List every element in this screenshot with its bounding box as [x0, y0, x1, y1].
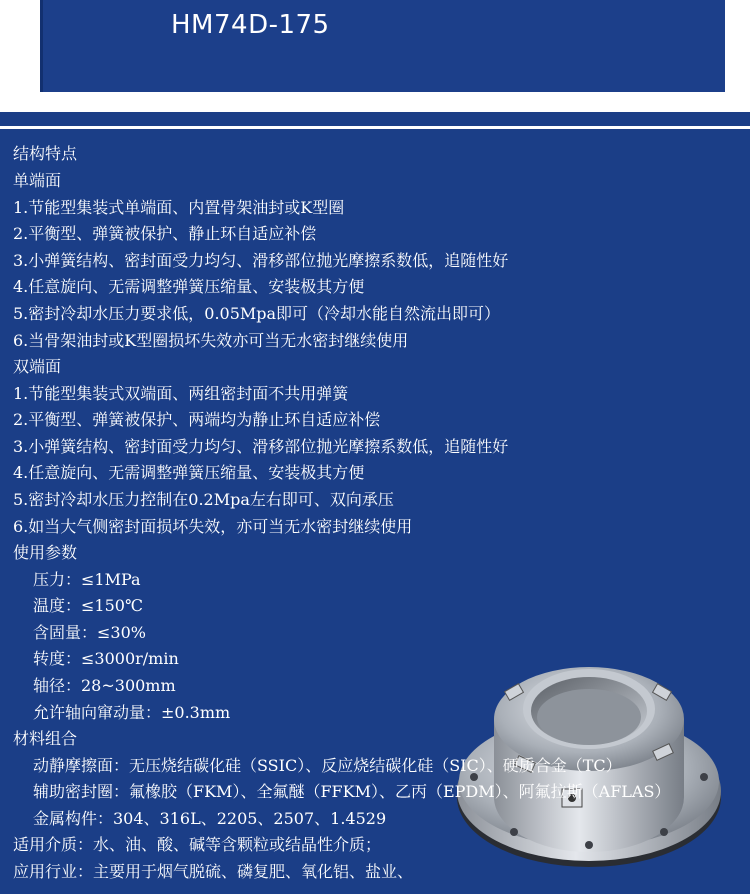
title-panel	[40, 0, 725, 92]
material-faces: 动静摩擦面：无压烧结碳化硅（SSIC）、反应烧结碳化硅（SIC）、硬质合金（TC）	[33, 756, 622, 775]
double-item-5: 5.密封冷却水压力控制在0.2Mpa左右即可、双向承压	[13, 490, 394, 509]
param-temperature: 温度：≤150℃	[33, 596, 143, 615]
divider-band	[0, 112, 750, 126]
single-face-heading: 单端面	[13, 171, 62, 190]
single-item-1: 1.节能型集装式单端面、内置骨架油封或K型圈	[13, 198, 345, 217]
header-band	[0, 0, 750, 112]
param-speed: 转度：≤3000r/min	[33, 649, 179, 668]
spec-content	[0, 129, 750, 894]
double-face-heading: 双端面	[13, 357, 62, 376]
product-title: HM74D-175	[171, 10, 330, 40]
material-seals: 辅助密封圈：氟橡胶（FKM）、全氟醚（FFKM）、乙丙（EPDM）、阿氟拉斯（AFLAS）	[33, 782, 671, 801]
single-item-6: 6.当骨架油封或K型圈损坏失效亦可当无水密封继续使用	[13, 331, 409, 350]
single-item-3: 3.小弹簧结构、密封面受力均匀、滑移部位抛光摩擦系数低，追随性好	[13, 251, 509, 270]
param-shaft: 轴径：28~300mm	[33, 676, 176, 695]
double-item-1: 1.节能型集装式双端面、两组密封面不共用弹簧	[13, 384, 349, 403]
materials-heading: 材料组合	[13, 729, 78, 748]
params-heading: 使用参数	[13, 543, 78, 562]
single-item-2: 2.平衡型、弹簧被保护、静止环自适应补偿	[13, 224, 317, 243]
param-axial: 允许轴向窜动量：±0.3mm	[33, 703, 231, 722]
double-item-3: 3.小弹簧结构、密封面受力均匀、滑移部位抛光摩擦系数低，追随性好	[13, 437, 509, 456]
single-item-4: 4.任意旋向、无需调整弹簧压缩量、安装极其方便	[13, 277, 365, 296]
param-pressure: 压力：≤1MPa	[33, 570, 141, 589]
param-solids: 含固量：≤30%	[33, 623, 146, 642]
double-item-6: 6.如当大气侧密封面损坏失效，亦可当无水密封继续使用	[13, 517, 413, 536]
double-item-2: 2.平衡型、弹簧被保护、两端均为静止环自适应补偿	[13, 410, 381, 429]
applicable-media: 适用介质：水、油、酸、碱等含颗粒或结晶性介质；	[13, 835, 382, 854]
features-heading: 结构特点	[13, 144, 78, 163]
material-metal: 金属构件：304、316L、2205、2507、1.4529	[33, 809, 387, 828]
single-item-5: 5.密封冷却水压力要求低，0.05Mpa即可（冷却水能自然流出即可）	[13, 304, 501, 323]
double-item-4: 4.任意旋向、无需调整弹簧压缩量、安装极其方便	[13, 463, 365, 482]
applicable-industry: 应用行业：主要用于烟气脱硫、磷复肥、氧化铝、盐业、	[13, 862, 414, 881]
